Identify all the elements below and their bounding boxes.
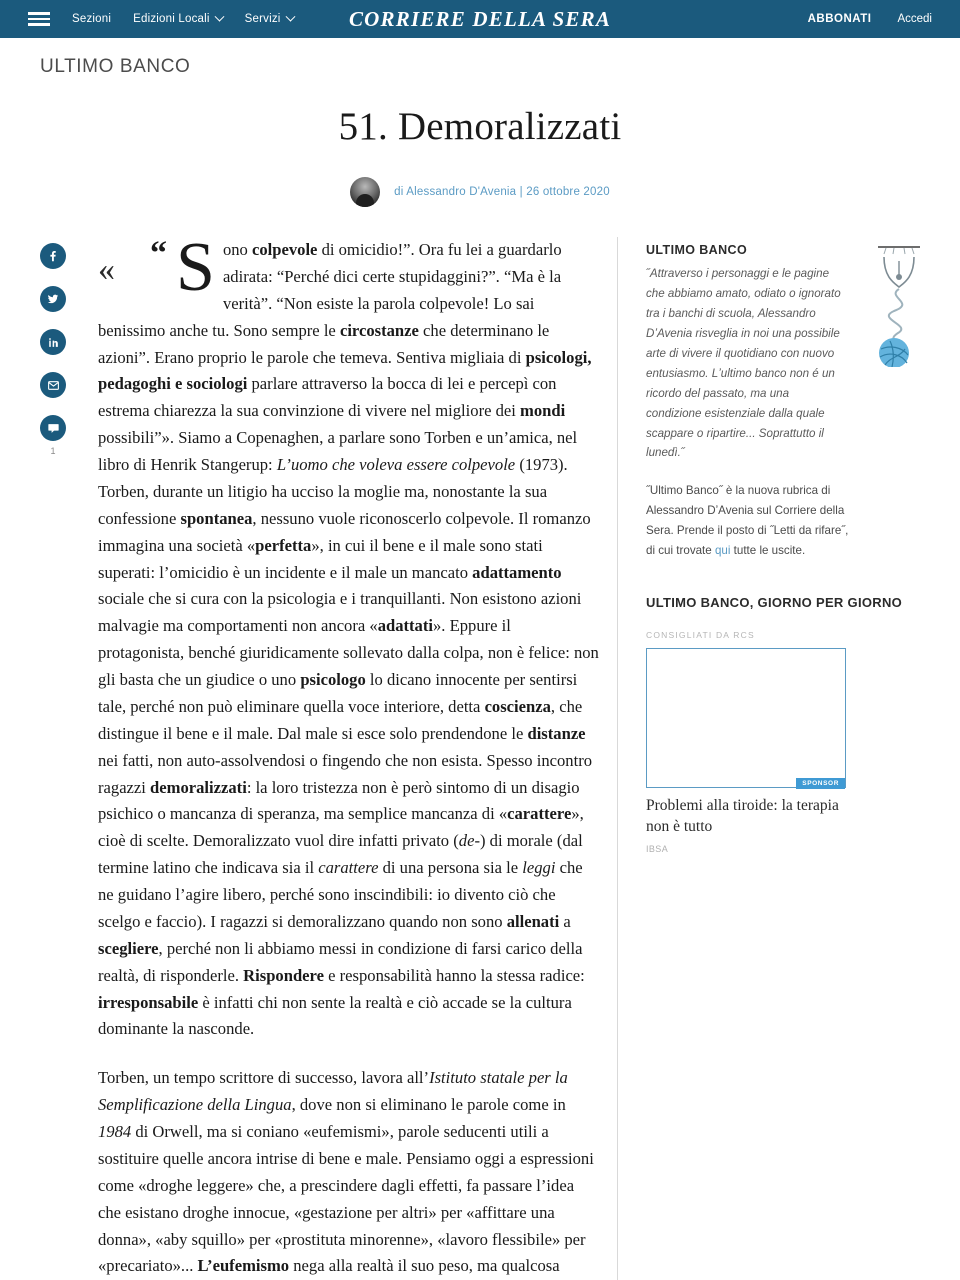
section-kicker[interactable]: ULTIMO BANCO	[40, 56, 191, 77]
nav-edizioni-locali[interactable]	[133, 13, 223, 25]
sidebar-giorno-title[interactable]: ULTIMO BANCO, GIORNO PER GIORNO	[646, 595, 903, 611]
sidebar-box-title: ULTIMO BANCO	[646, 243, 748, 257]
advertorial-label: CONSIGLIATI DA RCS	[646, 630, 755, 641]
sidebar-note-part1: ˝Ultimo Banco˝ è la nuova rubrica di Alessandro DʼAvenia sul Corriere della Sera. Prende il posto di ˝Letti da rifare˝, di cui trovate	[646, 484, 849, 558]
chevron-down-icon	[214, 11, 224, 21]
article-body	[98, 229, 618, 1280]
login-button[interactable]: Accedi	[897, 13, 932, 25]
sponsor-badge: SPONSOR	[796, 778, 845, 789]
sidebar-quote: ˝Attraverso i personaggi e le pagine che abbiamo amato, odiato o ignorato tra i banchi di scuola, Alessandro DʼAvenia risveglia in noi una possibile arte di vivere il quotidiano con nuovo entusiasmo. Lʼultimo banco non é un ricordo del passato, ma una condizione esistenziale dalla quale scappare o ripartire... Soprattutto il lunedì.˝	[646, 267, 841, 460]
subscribe-button[interactable]: ABBONATI	[807, 13, 872, 25]
lead-paragraph-wrapper	[98, 229, 601, 1043]
nav-sezioni[interactable]	[72, 13, 111, 25]
nav-left-group	[28, 12, 294, 26]
title-wrapper	[0, 104, 960, 149]
guillemet-open-icon: «	[98, 251, 115, 288]
sidebar-note-part2: tutte le uscite.	[730, 544, 806, 558]
email-icon[interactable]	[40, 372, 66, 398]
byline-text[interactable]: di Alessandro D'Avenia | 26 ottobre 2020	[394, 186, 610, 198]
article-paragraph-1: ono colpevole di omicidio!”. Ora fu lei a guardarlo adirata: “Perché dici certe stupidaggini?”. “Ma è la verità”. “Non esiste la parola colpevole! Lo sai benissimo anche tu. Sono sempre le circostanze che determinano le azioni”. Erano proprio le parole che temeva. Sentiva migliaia di psicologi, pedagoghi e sociologi parlare attraverso la bocca di lei e percepì con estrema chiarezza la sua convinzione di vivere nel migliore dei mondi possibili”». Siamo a Copenaghen, a parlare sono Torben e un’amica, nel libro di Henrik Stangerup: L’uomo che voleva essere colpevole (1973). Torben, durante un litigio ha ucciso la moglie ma, nonostante la sua confessione spontanea, nessuno vuole riconoscerlo colpevole. Il romanzo immagina una società «perfetta», in cui il bene e il male sono stati superati: l’omicidio è un incidente e il male un mancato adattamento sociale che si cura con la psicologia e i tranquillanti. Non esistono azioni malvagie ma comportamenti non ancora «adattati». Eppure il protagonista, benché giuridicamente sollevato dalla colpa, non è felice: non gli basta che un giudice o uno psicologo lo dicano innocente per sentirsi tale, perché non può eliminare quella voce interiore, detta coscienza, che distingue il bene e il male. Dal male si esce solo prendendone le distanze nei fatti, non auto-assolvendosi o fingendo che non esista. Spesso incontro ragazzi demoralizzati: la loro tristezza non è però sintomo di un disagio psichico o mancanza di speranza, ma semplice mancanza di «carattere», cioè di scelte. Demoralizzato vuol dire infatti privato (de-) di morale (dal termine latino che indicava sia il carattere di una persona sia le leggi che ne guidano l’agire libero, perché sono inscindibili: io divento ciò che scelgo e faccio). I ragazzi si demoralizzano quando non sono allenati a scegliere, perché non li abbiamo messi in condizione di farsi carico della realtà, di risponderle. Rispondere e responsabilità hanno la stessa radice: irresponsabile è infatti chi non sente la realtà e ciò accade se la cultura dominante la nasconde.	[98, 240, 599, 1039]
advertisement-source: IBSA	[646, 843, 669, 854]
drop-cap: S	[176, 229, 215, 306]
hamburger-menu-icon[interactable]	[28, 12, 50, 26]
lamp-yarn-illustration	[864, 237, 934, 367]
twitter-icon[interactable]	[40, 286, 66, 312]
author-avatar	[350, 177, 380, 207]
advertisement-image-placeholder[interactable]	[646, 648, 846, 788]
nav-servizi[interactable]	[245, 13, 294, 25]
comment-icon[interactable]	[40, 415, 66, 441]
top-navigation-bar	[0, 0, 960, 38]
nav-sezioni-label: Sezioni	[72, 13, 112, 25]
facebook-icon[interactable]	[40, 243, 66, 269]
sidebar-note-link[interactable]: qui	[714, 544, 731, 558]
masthead-logo[interactable]: CORRIERE DELLA SERA	[348, 6, 612, 31]
nav-edizioni-locali-label: Edizioni Locali	[133, 13, 210, 25]
share-column	[40, 237, 98, 1280]
page-title: 51. Demoralizzati	[338, 105, 622, 148]
open-quote-mark: “	[150, 235, 167, 272]
kicker-bar	[0, 38, 960, 78]
chevron-down-icon	[285, 11, 295, 21]
content-area	[0, 229, 960, 1280]
sidebar	[618, 237, 960, 1280]
nav-right-group	[808, 13, 932, 25]
comment-count: 1	[50, 446, 56, 456]
article-paragraph-2: Torben, un tempo scrittore di successo, lavora all’Istituto statale per la Semplificazione della Lingua, dove non si eliminano le parole come in 1984 di Orwell, ma si coniano «eufemismi», parole seducenti utili a sostituire quelle ancora intrise di bene e male. Pensiamo oggi a espressioni come «droghe leggere» che, a prescindere dagli effetti, fa passare l’idea che esistano droghe innocue, «gestazione per altri» per «affittare una donna», «aby squillo» per «prostituta minorenne», «lavoro flessibile» per «precariato»... L’eufemismo nega alla realtà il suo peso, ma qualcosa	[98, 1068, 594, 1276]
linkedin-icon[interactable]	[40, 329, 66, 355]
nav-servizi-label: Servizi	[244, 13, 281, 25]
sidebar-note	[646, 481, 858, 561]
advertisement-title[interactable]: Problemi alla tiroide: la terapia non è tutto	[646, 797, 839, 836]
byline	[0, 177, 960, 207]
